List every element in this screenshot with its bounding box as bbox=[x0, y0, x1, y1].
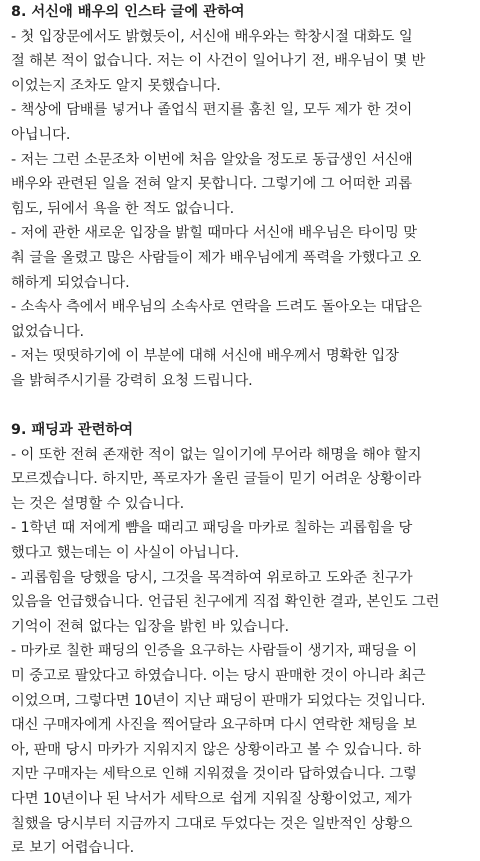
section-8-line: 아닙니다. bbox=[11, 126, 71, 143]
section-9-line: 이었으며, 그렇다면 10년이 지난 패딩이 판매가 되었다는 것입니다. bbox=[11, 692, 426, 709]
section-9-line: - 이 또한 전혀 존재한 적이 없는 일이기에 무어라 해명을 해야 할지 bbox=[11, 446, 422, 463]
section-8-line: 없었습니다. bbox=[11, 323, 84, 340]
section-8-title: 8. 서신애 배우의 인스타 글에 관하여 bbox=[11, 4, 245, 20]
section-8 bbox=[11, 0, 470, 394]
section-9-line: 기억이 전혀 없다는 입장을 밝힌 바 있습니다. bbox=[11, 618, 289, 635]
section-8-line: - 저는 떳떳하기에 이 부분에 대해 서신애 배우께서 명확한 입장 bbox=[11, 348, 399, 365]
section-9-line: 아, 판매 당시 마카가 지워지지 않은 상황이라고 볼 수 있습니다. 하 bbox=[11, 741, 421, 758]
section-8-line: - 첫 입장문에서도 밝혔듯이, 서신애 배우와는 학창시절 대화도 일 bbox=[11, 28, 413, 45]
section-8-line: 해하게 되었습니다. bbox=[11, 274, 130, 291]
section-9-line: - 1학년 때 저에게 뺨을 때리고 패딩을 마카로 칠하는 괴롭힘을 당 bbox=[11, 520, 413, 537]
section-9-line: 있음을 언급했습니다. 언급된 친구에게 직접 확인한 결과, 본인도 그런 bbox=[11, 594, 440, 611]
section-9 bbox=[11, 418, 470, 861]
section-9-line: 미 중고로 팔았다고 하였습니다. 이는 당시 판매한 것이 아니라 최근 bbox=[11, 668, 426, 685]
section-9-line: 다면 10년이나 된 낙서가 세탁으로 쉽게 지워질 상황이었고, 제가 bbox=[11, 791, 412, 807]
section-9-line: 했다고 했는데는 이 사실이 아닙니다. bbox=[11, 545, 239, 562]
section-gap bbox=[11, 394, 470, 419]
section-9-line: 모르겠습니다. 하지만, 폭로자가 올린 글들이 믿기 어려운 상황이라 bbox=[11, 471, 422, 488]
section-8-line: 이었는지 조차도 알지 못했습니다. bbox=[11, 77, 221, 94]
section-9-line: 대신 구매자에게 사진을 찍어달라 요구하며 다시 연락한 채팅을 보 bbox=[11, 717, 417, 734]
section-8-line: - 소속사 측에서 배우님의 소속사로 연락을 드려도 돌아오는 대답은 bbox=[11, 299, 422, 316]
section-9-line: 는 것은 설명할 수 있습니다. bbox=[11, 495, 185, 512]
section-8-line: 을 밝혀주시기를 강력히 요청 드립니다. bbox=[11, 372, 253, 389]
section-8-line: 춰 글을 올렸고 많은 사람들이 제가 배우님에게 폭력을 가했다고 오 bbox=[11, 249, 422, 266]
section-9-line: 지만 구매자는 세탁으로 인해 지워졌을 것이라 답하였습니다. 그렇 bbox=[11, 766, 417, 783]
section-8-line: - 저에 관한 새로운 입장을 밝힐 때마다 서신애 배우님은 타이밍 맞 bbox=[11, 225, 417, 242]
section-9-line: - 괴롭힘을 당했을 당시, 그것을 목격하여 위로하고 도와준 친구가 bbox=[11, 569, 413, 586]
section-9-title: 9. 패딩과 관련하여 bbox=[11, 422, 134, 439]
section-9-line: 로 보기 어렵습니다. bbox=[11, 840, 135, 857]
section-9-line: 칠했을 당시부터 지금까지 그대로 두었다는 것은 일반적인 상황으 bbox=[11, 815, 413, 832]
section-8-line: - 책상에 담배를 넣거나 졸업식 편지를 훔친 일, 모두 제가 한 것이 bbox=[11, 102, 413, 119]
section-8-line: 힘도, 뒤에서 욕을 한 적도 없습니다. bbox=[11, 200, 235, 217]
section-9-line: - 마카로 칠한 패딩의 인증을 요구하는 사람들이 생기자, 패딩을 이 bbox=[11, 643, 417, 660]
section-8-line: 절 해본 적이 없습니다. 저는 이 사건이 일어나기 전, 배우님이 몇 반 bbox=[11, 53, 426, 70]
section-8-line: - 저는 그런 소문조차 이번에 처음 알았을 정도로 동급생인 서신애 bbox=[11, 151, 413, 168]
section-8-line: 배우와 관련된 일을 전혀 알지 못합니다. 그렇기에 그 어떠한 괴롭 bbox=[11, 176, 412, 193]
